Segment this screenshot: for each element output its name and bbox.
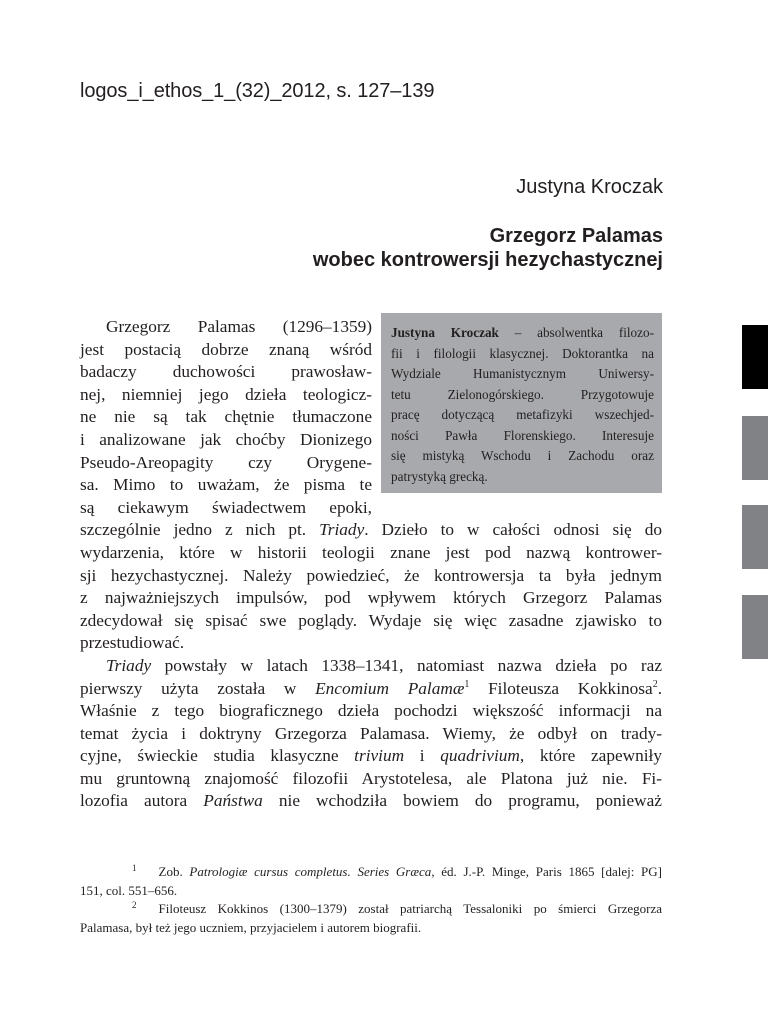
bio-line: się mistyką Wschodu i Zachodu oraz xyxy=(391,448,654,463)
thumb-tab xyxy=(742,416,768,480)
body-line: Grzegorz Palamas (1296–1359) xyxy=(106,317,372,336)
bio-line: Wydziale Humanistycznym Uniwersy- xyxy=(391,366,654,381)
body-line: ne nie są tak chętnie tłumaczone xyxy=(80,407,372,427)
footnote-number: 1 xyxy=(132,862,137,873)
body-line: lozofia autora Państwa nie wchodziła bowiem do programu, ponieważ xyxy=(80,791,662,811)
body-line: zdecydował się spisać swe poglądy. Wydaje się więc zasadne zjawisko to xyxy=(80,610,662,630)
bio-line: patrystyką grecką. xyxy=(391,468,488,484)
work-title-panstwa: Państwa xyxy=(203,791,263,811)
body-line: z najważniejszych impulsów, pod wpływem których Grzegorz Palamas xyxy=(80,588,662,608)
body-line: cyjne, świeckie studia klasyczne trivium i quadrivium, które zapewniły xyxy=(80,746,662,766)
body-line: nej, niemniej jego dzieła teologicz- xyxy=(80,384,372,404)
body-line: jest postacią dobrze znaną wśród xyxy=(80,339,372,359)
body-line: pierwszy użyta została w Encomium Palamæ$^1$ Filoteusza Kokkinosa$^2$. xyxy=(80,678,663,698)
body-line: Właśnie z tego biograficznego dzieła pochodzi większość informacji na xyxy=(80,701,662,721)
footnote-1-continued: 151, col. 551–656. xyxy=(80,882,178,898)
body-line: temat życia i doktryny Grzegorza Palamasa. Wiemy, że odbył on trady- xyxy=(80,723,662,743)
body-line: przestudiować. xyxy=(80,633,185,653)
footnotes xyxy=(80,863,662,937)
article-title-line-1: Grzegorz Palamas xyxy=(489,225,663,247)
article-title xyxy=(313,224,663,272)
footnote-2-continued: Palamasa, był też jego uczniem, przyjacielem i autorem biografii. xyxy=(80,919,422,935)
body-line: sa. Mimo to uważam, że pisma te xyxy=(80,475,372,495)
body-line: Pseudo-Areopagity czy Orygene- xyxy=(80,452,372,472)
bio-line: pracę dotyczącą metafizyki wszechjed- xyxy=(391,407,654,422)
bio-line: Justyna Kroczak – absolwentka filozo- xyxy=(391,325,654,340)
footnote-2: $^2$ Filoteusz Kokkinos (1300–1379) został patriarchą Tessaloniki po śmierci Grzegorza xyxy=(132,899,662,916)
body-line: badaczy duchowości prawosław- xyxy=(80,362,372,382)
work-title-encomium: Encomium Palamæ xyxy=(315,678,465,698)
footnote-1: $^1$ Zob. Patrologiæ cursus completus. Series Græca, éd. J.-P. Minge, Paris 1865 [dalej: PG] xyxy=(132,862,663,879)
article-title-line-2: wobec kontrowersji hezychastycznej xyxy=(312,249,663,271)
footnote-ref-1[interactable]: 1 xyxy=(464,678,470,690)
body-line: są ciekawym świadectwem epoki, xyxy=(80,497,372,517)
bio-line: fii i filologii klasycznej. Doktorantka na xyxy=(391,345,654,361)
body-line: szczególnie jedno z nich pt. Triady. Dzieło to w całości odnosi się do xyxy=(80,520,662,540)
body-line: sji hezychastycznej. Należy powiedzieć, że kontrowersja ta była jednym xyxy=(80,565,662,585)
thumb-tab xyxy=(742,505,768,569)
article-body xyxy=(80,316,662,813)
term-quadrivium: quadrivium xyxy=(440,746,520,766)
bio-line: ności Pawła Florenskiego. Interesuje xyxy=(391,427,654,443)
work-title-triady: Triady xyxy=(106,655,152,675)
bio-author-name: Justyna Kroczak xyxy=(391,325,499,340)
work-title-triady: Triady xyxy=(319,520,365,540)
body-line: Triady powstały w latach 1338–1341, natomiast nazwa dzieła po raz xyxy=(106,655,662,675)
body-line: wydarzenia, które w historii teologii znane jest pod nazwą kontrower- xyxy=(80,542,662,562)
journal-reference: logos_i_ethos_1_(32)_2012, s. 127–139 xyxy=(80,80,435,102)
footnote-number: 2 xyxy=(132,899,137,910)
thumb-tab-active xyxy=(742,325,768,389)
body-line: mu gruntowną znajomość filozofii Arystotelesa, ale Platona już nie. Fi- xyxy=(80,768,662,788)
body-line: i analizowane jak choćby Dionizego xyxy=(80,429,372,449)
article-author: Justyna Kroczak xyxy=(516,176,663,198)
term-trivium: trivium xyxy=(354,746,405,766)
thumb-tab xyxy=(742,595,768,659)
bio-line: tetu Zielonogórskiego. Przygotowuje xyxy=(391,386,654,402)
footnote-ref-2[interactable]: 2 xyxy=(652,678,658,690)
